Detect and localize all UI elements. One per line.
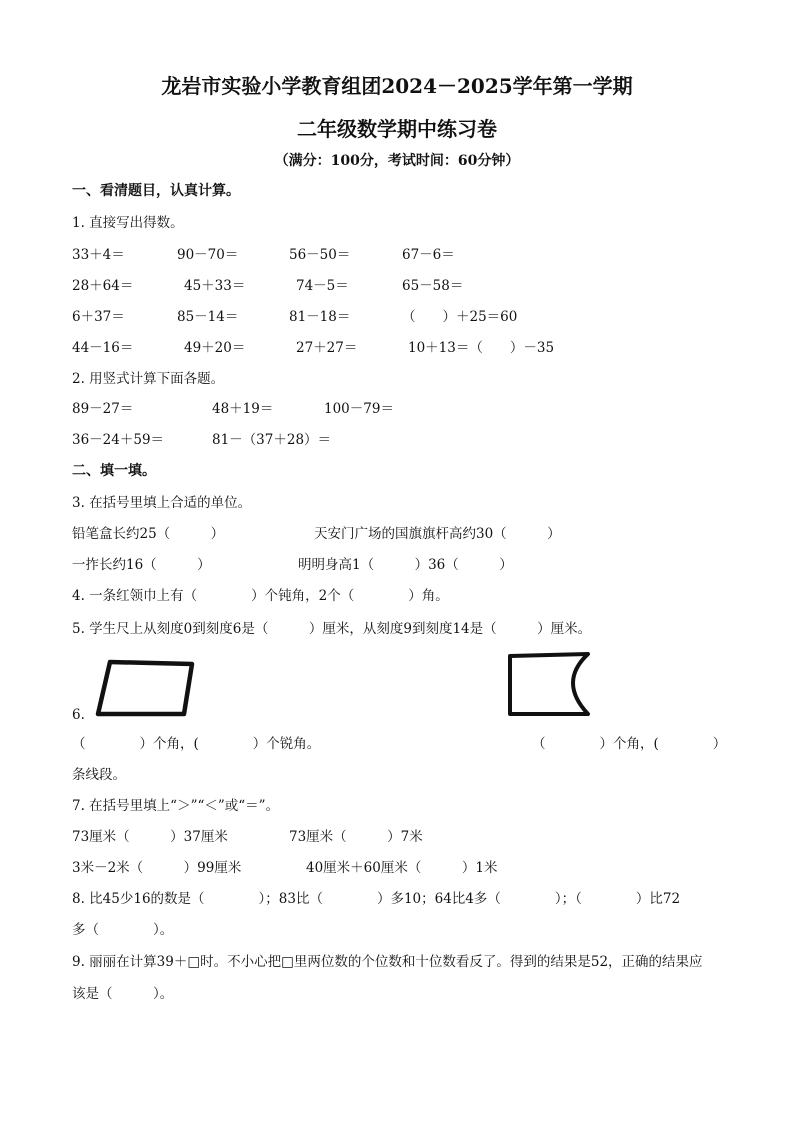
parallelogram-figure — [92, 656, 202, 720]
q8-line1: 8. 比45少16的数是（ ）；83比（ ）多10；64比4多（ ）；（ ）比72 — [72, 891, 681, 907]
q2-cell: 81－（37＋28）＝ — [212, 432, 332, 448]
q7-item: 3米－2米（ ）99厘米 — [72, 860, 242, 876]
q4-text: 4. 一条红领巾上有（ ）个钝角，2个（ ）角。 — [72, 588, 449, 604]
exam-title-line2: 二年级数学期中练习卷 — [297, 117, 497, 141]
q7-label: 7. 在括号里填上“＞”“＜”或“＝”。 — [72, 798, 280, 814]
q3-item: 明明身高1（ ）36（ ） — [298, 557, 513, 573]
q9-line1: 9. 丽丽在计算39＋□时。不小心把□里两位数的个位数和十位数看反了。得到的结果是52，正确的结果应 — [72, 954, 703, 970]
q3-item: 铅笔盒长约25（ ） — [72, 526, 225, 542]
q1-cell: 45＋33＝ — [184, 278, 246, 294]
q1-cell: 27＋27＝ — [296, 340, 358, 356]
q1-cell: 85－14＝ — [177, 309, 239, 325]
q1-cell: 81－18＝ — [289, 309, 351, 325]
q1-cell: 44－16＝ — [72, 340, 134, 356]
q1-cell: 10＋13＝（ ）－35 — [408, 340, 555, 356]
q2-cell: 48＋19＝ — [212, 401, 274, 417]
q1-cell: （ ）＋25＝60 — [402, 309, 518, 325]
q5-text: 5. 学生尺上从刻度0到刻度6是（ ）厘米，从刻度9到刻度14是（ ）厘米。 — [72, 621, 592, 637]
q1-cell: 6＋37＝ — [72, 309, 125, 325]
q3-item: 天安门广场的国旗旗杆高约30（ ） — [314, 526, 561, 542]
q2-cell: 89－27＝ — [72, 401, 134, 417]
q2-cell: 100－79＝ — [324, 401, 394, 417]
q1-cell: 65－58＝ — [402, 278, 464, 294]
q6-left-text: （ ）个角，( ）个锐角。 — [72, 736, 321, 752]
q3-label: 3. 在括号里填上合适的单位。 — [72, 495, 252, 511]
q1-cell: 74－5＝ — [296, 278, 349, 294]
q3-item: 一拃长约16（ ） — [72, 557, 211, 573]
q2-cell: 36－24＋59＝ — [72, 432, 165, 448]
q8-line2: 多（ ）。 — [72, 922, 174, 938]
q1-cell: 67－6＝ — [402, 247, 455, 263]
q9-line2: 该是（ ）。 — [72, 986, 174, 1002]
q7-item: 73厘米（ ）7米 — [289, 829, 423, 845]
q1-cell: 90－70＝ — [177, 247, 239, 263]
section2-heading: 二、填一填。 — [72, 463, 156, 479]
q2-label: 2. 用竖式计算下面各题。 — [72, 371, 225, 387]
q1-cell: 49＋20＝ — [184, 340, 246, 356]
q7-item: 40厘米＋60厘米（ ）1米 — [306, 860, 498, 876]
q1-label: 1. 直接写出得数。 — [72, 215, 184, 231]
q6-number: 6. — [72, 707, 85, 723]
q1-cell: 33＋4＝ — [72, 247, 125, 263]
q6-right-text: （ ）个角，( ） — [532, 736, 727, 752]
exam-title-line1: 龙岩市实验小学教育组团2024－2025学年第一学期 — [161, 74, 633, 98]
exam-subtitle: （满分：100分，考试时间：60分钟） — [274, 153, 520, 169]
square-with-arc-figure — [502, 648, 602, 722]
section1-heading: 一、看清题目，认真计算。 — [72, 183, 240, 199]
q1-cell: 28＋64＝ — [72, 278, 134, 294]
q6-wrap-text: 条线段。 — [72, 767, 126, 783]
q7-item: 73厘米（ ）37厘米 — [72, 829, 228, 845]
q1-cell: 56－50＝ — [289, 247, 351, 263]
